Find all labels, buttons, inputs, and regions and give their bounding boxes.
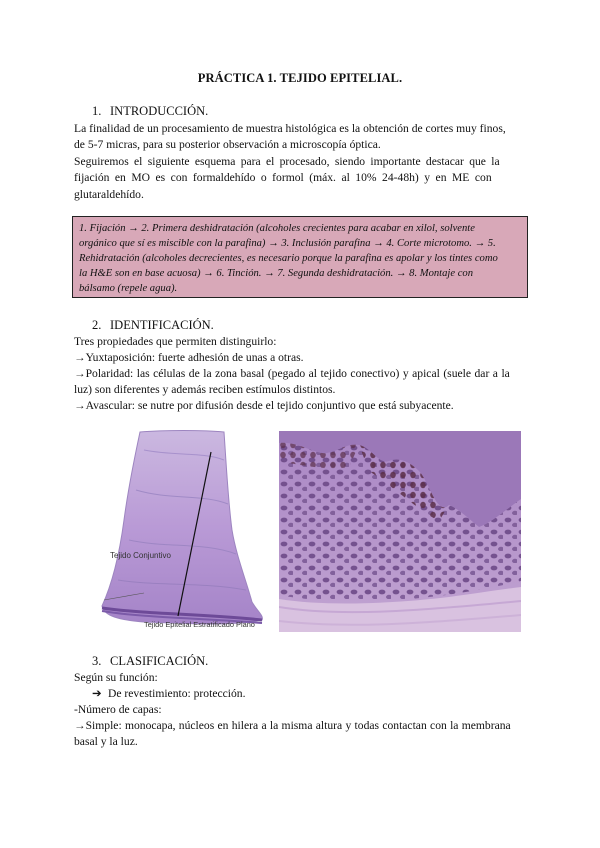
intro-text-line: de 5-7 micras, para su posterior observación a microscopía óptica. — [74, 138, 381, 151]
tejido-epitelial-label: Tejido Epitelial Estratificado Plano — [144, 620, 255, 629]
bullet-arrow-icon: ➔ — [92, 687, 102, 700]
tissue-overview-graphic — [74, 430, 274, 632]
process-steps-box — [72, 216, 528, 298]
epithelium-closeup-graphic — [279, 431, 521, 632]
intro-text-line: La finalidad de un procesamiento de muestra histológica es la obtención de cortes muy finos, — [74, 122, 506, 135]
section-number: 2. — [92, 318, 102, 332]
process-line: bálsamo (repele agua). — [79, 283, 178, 295]
section-number: 3. — [92, 654, 102, 668]
ident-text-line: luz) son diferentes y además reciben estímulos distintos. — [74, 383, 336, 396]
process-line: orgánico que sí es miscible con la parafina) → 3. Inclusión parafina → 4. Corte microtomo. → 5. — [79, 238, 496, 250]
intro-text-line: Seguiremos el siguiente esquema para el procesado, siendo importante destacar que la — [74, 155, 500, 168]
section-number: 1. — [92, 104, 102, 118]
intro-text-line: glutaraldehído. — [74, 188, 144, 201]
process-line: 1. Fijación → 2. Primera deshidratación (alcoholes crecientes para acabar en xilol, solvente — [79, 223, 475, 234]
ident-text-line: Tres propiedades que permiten distinguirlo: — [74, 335, 277, 348]
process-line: Rehidratación (alcoholes decrecientes, es necesario porque la parafina es apolar y los tintes como — [79, 253, 498, 265]
page-title: PRÁCTICA 1. TEJIDO EPITELIAL. — [197, 71, 403, 85]
intro-text-line: fijación en MO es con formaldehído o formol (máx. al 10% 24-48h) y en ME con — [74, 171, 492, 184]
clasif-text-line: basal y la luz. — [74, 735, 138, 748]
clasif-text-line: →Simple: monocapa, núcleos en hilera a la misma altura y todas contactan con la membrana — [74, 719, 511, 732]
clasif-bullet-text: De revestimiento: protección. — [108, 687, 246, 700]
section-title: INTRODUCCIÓN. — [110, 104, 209, 118]
histology-closeup-image — [279, 431, 521, 632]
ident-text-line: →Avascular: se nutre por difusión desde el tejido conjuntivo que está subyacente. — [74, 399, 454, 412]
clasif-bullet-item — [92, 686, 245, 700]
clasif-text-line: -Número de capas: — [74, 703, 162, 716]
process-line: la H&E son en base acuosa) → 6. Tinción. → 7. Segunda deshidratación. → 8. Montaje con — [79, 268, 473, 280]
clasif-text-line: Según su función: — [74, 671, 158, 684]
section-title: CLASIFICACIÓN. — [110, 654, 209, 668]
section-title: IDENTIFICACIÓN. — [110, 318, 214, 332]
ident-text-line: →Polaridad: las células de la zona basal (pegado al tejido conectivo) y apical (suele dar a la — [74, 367, 510, 380]
ident-text-line: →Yuxtaposición: fuerte adhesión de unas a otras. — [74, 351, 304, 364]
tejido-conjuntivo-label: Tejido Conjuntivo — [110, 551, 171, 560]
histology-overview-image — [74, 430, 274, 632]
